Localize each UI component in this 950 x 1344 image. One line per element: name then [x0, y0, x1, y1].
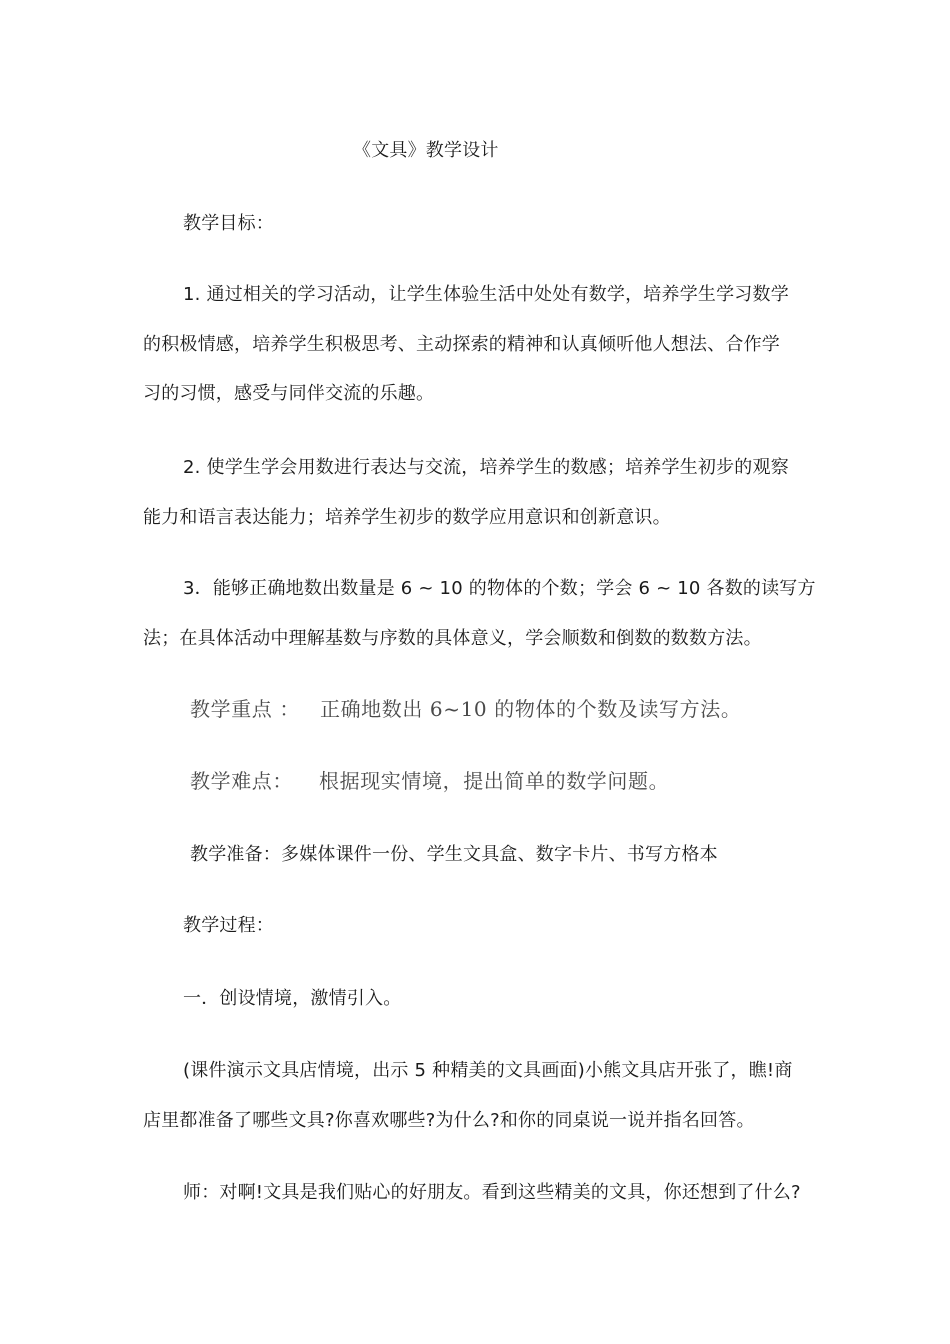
difficulty-text: 根据现实情境，提出简单的数学问题。 [319, 769, 670, 793]
goal-1-line-2: 的积极情感，培养学生积极思考、主动探索的精神和认真倾听他人想法、合作学 [143, 334, 780, 355]
goal-3-line-2: 法；在具体活动中理解基数与序数的具体意义，学会顺数和倒数的数数方法。 [143, 628, 762, 649]
goals-heading: 教学目标： [183, 213, 274, 234]
difficulty-row [190, 769, 669, 793]
goal-1-line-1: 1. 通过相关的学习活动，让学生体验生活中处处有数学，培养学生学习数学 [183, 284, 789, 305]
page-title: 《文具》教学设计 [353, 140, 499, 161]
key-point-text: 正确地数出 6~10 的物体的个数及读写方法。 [319, 697, 742, 721]
section-1-heading: 一．创设情境，激情引入。 [183, 988, 402, 1009]
paragraph-1-line-2: 店里都准备了哪些文具?你喜欢哪些?为什么?和你的同桌说一说并指名回答。 [143, 1110, 755, 1131]
difficulty-label: 教学难点： [190, 769, 293, 793]
key-point-label: 教学重点 ： [190, 697, 300, 721]
preparation-line: 教学准备：多媒体课件一份、学生文具盒、数字卡片、书写方格本 [190, 844, 718, 865]
key-point-row [190, 697, 741, 721]
goal-3-line-1: 3．能够正确地数出数量是 6 ~ 10 的物体的个数；学会 6 ~ 10 各数的读写方 [183, 578, 816, 599]
goal-2-line-2: 能力和语言表达能力；培养学生初步的数学应用意识和创新意识。 [143, 507, 671, 528]
paragraph-2-line-1: 师：对啊!文具是我们贴心的好朋友。看到这些精美的文具，你还想到了什么? [183, 1182, 801, 1203]
goal-2-line-1: 2. 使学生学会用数进行表达与交流，培养学生的数感；培养学生初步的观察 [183, 457, 789, 478]
goal-1-line-3: 习的习惯，感受与同伴交流的乐趣。 [143, 383, 435, 404]
paragraph-1-line-1: (课件演示文具店情境，出示 5 种精美的文具画面)小熊文具店开张了，瞧!商 [183, 1060, 793, 1081]
process-heading: 教学过程： [183, 915, 274, 936]
